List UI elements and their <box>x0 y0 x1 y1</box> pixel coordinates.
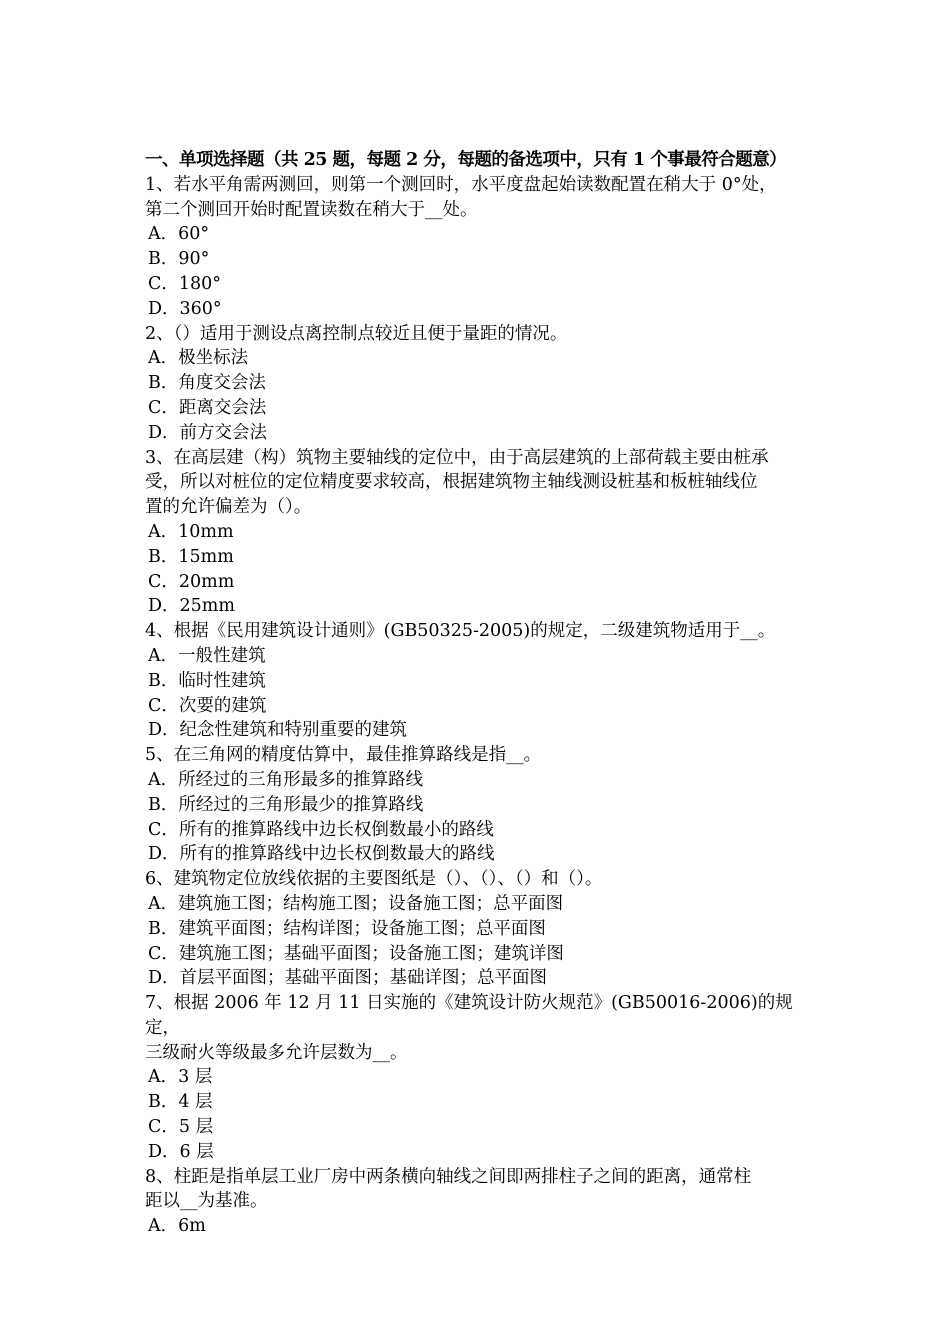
answer-option: A．一般性建筑 <box>148 645 266 666</box>
question-text-line: 第二个测回开始时配置读数在稍大于__处。 <box>145 199 478 220</box>
answer-option: C．5 层 <box>148 1117 214 1138</box>
answer-option: A．60° <box>148 224 210 245</box>
answer-option: A．3 层 <box>148 1067 213 1088</box>
answer-option: A．建筑施工图；结构施工图；设备施工图；总平面图 <box>148 893 564 914</box>
answer-option: D．6 层 <box>148 1141 214 1162</box>
question-text-line: 7、根据 2006 年 12 月 11 日实施的《建筑设计防火规范》(GB50016-2006)的规定， <box>145 993 793 1038</box>
answer-option: B．15mm <box>148 546 234 567</box>
question-6 <box>145 867 815 991</box>
answer-option: C．距离交会法 <box>148 397 267 418</box>
question-4 <box>145 619 815 743</box>
question-text-line: 5、在三角网的精度估算中，最佳推算路线是指__。 <box>145 745 542 766</box>
answer-option: B．90° <box>148 249 210 270</box>
question-text-line: 4、根据《民用建筑设计通则》(GB50325-2005)的规定，二级建筑物适用于__。 <box>145 621 776 642</box>
answer-option: B．临时性建筑 <box>148 670 266 691</box>
question-list <box>145 173 815 1239</box>
question-text-line: 距以__为基准。 <box>145 1191 268 1212</box>
question-7 <box>145 991 815 1165</box>
question-text-line: 三级耐火等级最多允许层数为__。 <box>145 1042 408 1063</box>
question-3 <box>145 446 815 620</box>
answer-option: D．360° <box>148 298 222 319</box>
question-text-line: 2、（）适用于测设点离控制点较近且便于量距的情况。 <box>145 323 568 344</box>
document-page <box>145 148 815 1239</box>
answer-option: B．建筑平面图；结构详图；设备施工图；总平面图 <box>148 918 546 939</box>
question-text-line: 6、建筑物定位放线依据的主要图纸是（）、（）、（）和（）。 <box>145 869 603 890</box>
answer-option: C．20mm <box>148 571 235 592</box>
answer-option: C．180° <box>148 273 222 294</box>
answer-option: B．角度交会法 <box>148 373 266 394</box>
answer-option: C．建筑施工图；基础平面图；设备施工图；建筑详图 <box>148 943 564 964</box>
answer-option: D．首层平面图；基础平面图；基础详图；总平面图 <box>148 968 548 989</box>
answer-option: B．所经过的三角形最少的推算路线 <box>148 794 424 815</box>
question-5 <box>145 743 815 867</box>
question-text-line: 3、在高层建（构）筑物主要轴线的定位中，由于高层建筑的上部荷载主要由桩承 <box>145 447 769 468</box>
answer-option: A．极坐标法 <box>148 348 249 369</box>
answer-option: D．所有的推算路线中边长权倒数最大的路线 <box>148 844 495 865</box>
answer-option: C．次要的建筑 <box>148 695 267 716</box>
question-text-line: 1、若水平角需两测回，则第一个测回时，水平度盘起始读数配置在稍大于 0°处， <box>145 174 777 195</box>
answer-option: D．前方交会法 <box>148 422 268 443</box>
question-8 <box>145 1165 815 1239</box>
answer-option: C．所有的推算路线中边长权倒数最小的路线 <box>148 819 494 840</box>
question-1 <box>145 173 815 322</box>
section-heading: 一、单项选择题（共 25 题，每题 2 分，每题的备选项中，只有 1 个事最符合题意） <box>145 150 787 170</box>
answer-option: D．25mm <box>148 596 235 617</box>
question-text-line: 8、柱距是指单层工业厂房中两条横向轴线之间即两排柱子之间的距离，通常柱 <box>145 1166 752 1187</box>
question-text-line: 置的允许偏差为（）。 <box>145 497 312 518</box>
answer-option: A．10mm <box>148 521 234 542</box>
answer-option: D．纪念性建筑和特别重要的建筑 <box>148 720 408 741</box>
answer-option: A．6m <box>148 1216 206 1237</box>
answer-option: A．所经过的三角形最多的推算路线 <box>148 769 424 790</box>
answer-option: B．4 层 <box>148 1092 213 1113</box>
question-text-line: 受，所以对桩位的定位精度要求较高，根据建筑物主轴线测设桩基和板桩轴线位 <box>145 472 758 493</box>
question-2 <box>145 322 815 446</box>
